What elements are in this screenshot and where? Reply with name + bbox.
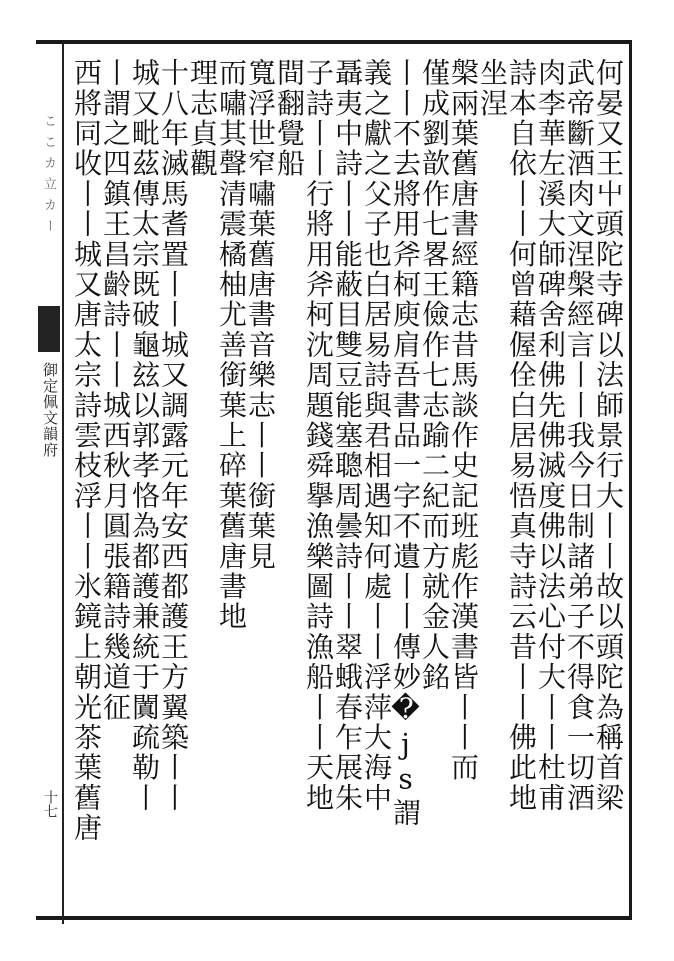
text-column: 西將同收丨丨城又唐太宗詩雲枝浮丨丨氷鏡上朝光茶葉舊唐 — [70, 58, 103, 844]
text-column: 十八年滅馬耆置丨丨城又調露元年安西都護王方翼築丨丨 — [157, 58, 190, 813]
text-column: 丨丨不去將用斧柯庾肩吾書品一字不遺丨丨傳妙�js謂 — [389, 58, 422, 828]
text-column: 理志貞觀 — [186, 58, 219, 179]
text-column: 子詩丨丨行將用斧柯沈周題錢舜擧漁樂圖詩漁船丨丨天地 — [302, 58, 335, 813]
text-column: 丨謂之四鎮王昌齡詩丨丨城西秋月圓張籍詩幾道征 — [99, 58, 132, 723]
text-column: 寬浮世窄嘯葉舊唐書音樂志丨丨銜葉見 — [244, 58, 277, 572]
text-column: 武帝斷酒肉文涅槃經言丨丨我今日制諸弟子不得食一切酒 — [563, 58, 596, 813]
text-column: 義之獻之父子也白居易詩與君相遇知何處丨丨浮萍大海中 — [360, 58, 393, 813]
text-column: 聶夷中詩丨丨能蔽目雙豆能塞聰周曇詩丨丨翠蛾春乍展朱 — [331, 58, 364, 813]
text-column: 詩本自依丨丨何曾藉偓佺白居易悟真寺詩云昔丨丨佛此地 — [505, 58, 538, 813]
text-column: 何晏又王屮頭陀寺碑以法師景行大丨丨故以頭陀為稱首梁 — [592, 58, 625, 813]
text-column: 坐涅 — [476, 58, 509, 119]
page-margin — [36, 44, 64, 924]
text-column: 城又毗茲傳太宗既破龜玆以郭孝恪為都護兼統于闐疏勒丨 — [128, 58, 161, 813]
margin-decoration: ここカ立カー — [41, 114, 56, 240]
text-column: 僅成劉歆作七畧王儉作七志踰二紀而方就金人銘 — [418, 58, 451, 693]
page-number: 十七 — [42, 790, 58, 818]
page-frame — [36, 40, 632, 920]
book-title: 御定佩文韻府 — [41, 362, 59, 458]
text-column: 槃兩葉舊唐書經籍志昔馬談作史記班彪作漢書皆丨丨而 — [447, 58, 480, 783]
text-column: 間翻覺船 — [273, 58, 306, 179]
text-column: 而嘯其聲清震橘柚尤善銜葉上碎葉舊唐書地 — [215, 58, 248, 632]
fishtail-mark — [38, 306, 60, 352]
text-column: 肉李華左溪大師碑舍利佛先佛滅度佛以法心付大丨丨杜甫 — [534, 58, 567, 813]
